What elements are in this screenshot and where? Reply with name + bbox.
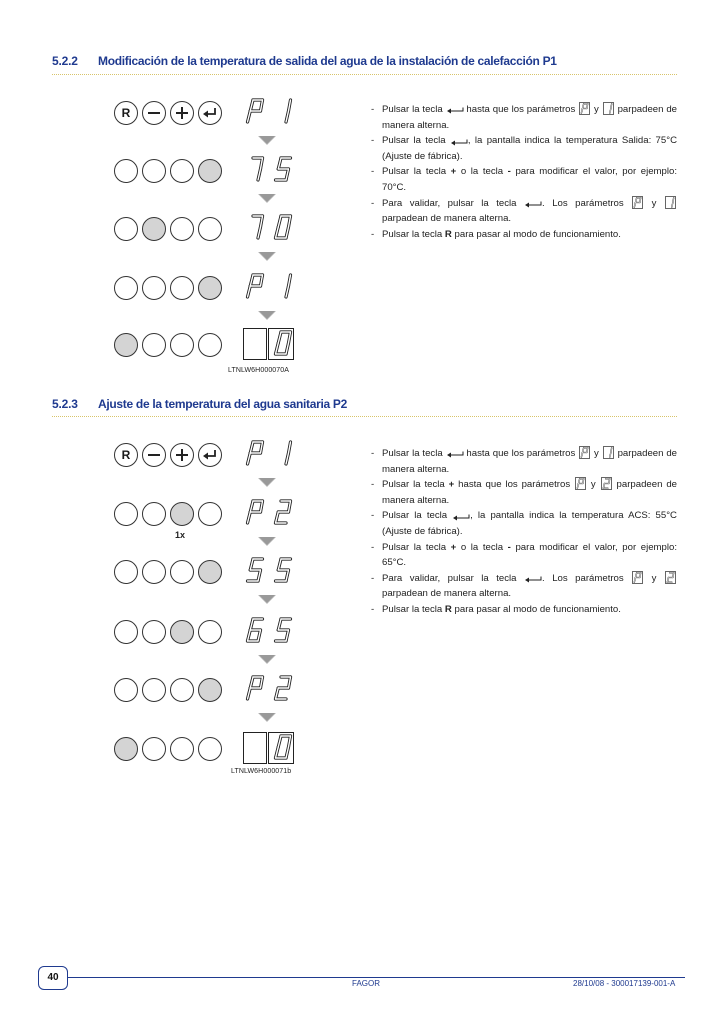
display-digit — [244, 330, 266, 356]
parameter-digit-icon — [665, 571, 676, 584]
footer-brand: FAGOR — [352, 979, 381, 988]
display-digit — [244, 440, 266, 466]
step-text: hasta que los parámetros — [454, 479, 575, 491]
key-indicator — [198, 159, 222, 183]
key-indicator — [142, 502, 166, 526]
key-indicator — [114, 217, 138, 241]
footer-doc-ref: 28/10/08 - 300017139-001-A — [573, 979, 676, 988]
enter-key-icon — [446, 451, 464, 459]
instruction-step — [371, 540, 677, 571]
button-label: R — [121, 448, 131, 462]
step-text: y — [644, 572, 664, 584]
parameter-digit-icon — [579, 446, 590, 459]
key-name: - — [507, 166, 511, 178]
enter-key-icon — [524, 576, 542, 584]
key-indicator — [170, 276, 194, 300]
display-digit — [272, 273, 294, 299]
step-arrow-icon — [258, 194, 276, 203]
step-text: y — [591, 104, 602, 115]
step-text: y — [644, 197, 664, 209]
display-digit — [272, 675, 294, 701]
key-indicator — [198, 333, 222, 357]
step-arrow-icon — [258, 311, 276, 320]
step-arrow-icon — [258, 537, 276, 546]
minus-icon — [143, 102, 165, 124]
step-text: Pulsar la tecla — [382, 448, 446, 459]
parameter-digit-icon — [579, 102, 590, 115]
display-digit — [244, 557, 266, 583]
key-indicator — [170, 502, 194, 526]
display-digit — [272, 214, 294, 240]
enter-key-icon — [452, 514, 470, 522]
key-indicator — [198, 276, 222, 300]
key-indicator — [170, 159, 194, 183]
step-text: Pulsar la tecla — [382, 166, 451, 178]
key-indicator — [170, 333, 194, 357]
parameter-digit-icon — [632, 571, 643, 584]
key-name: R — [444, 603, 452, 615]
key-indicator — [198, 620, 222, 644]
step-text: Pulsar la tecla — [382, 541, 451, 553]
key-indicator — [198, 217, 222, 241]
display-digit — [272, 156, 294, 182]
display-digit — [272, 734, 294, 760]
key-indicator — [114, 560, 138, 584]
press-count-label: 1x — [175, 530, 186, 540]
step-text: parpadean de manera alterna. — [382, 213, 512, 225]
key-indicator — [170, 620, 194, 644]
key-indicator — [170, 217, 194, 241]
plus-icon — [171, 444, 193, 466]
step-text: Pulsar la tecla — [382, 603, 445, 615]
section-title: Modificación de la temperatura de salida del agua de la instalación de calefacción P1 — [98, 54, 557, 68]
key-indicator — [198, 678, 222, 702]
key-indicator — [198, 502, 222, 526]
step-text: Pulsar la tecla — [382, 228, 445, 240]
step-text: para modificar el valor, por ejemplo: 70°C. — [382, 166, 678, 193]
step-text: parpadeen de manera alterna. — [382, 479, 677, 506]
key-indicator — [114, 737, 138, 761]
key-indicator — [142, 678, 166, 702]
section-title: Ajuste de la temperatura del agua sanitaria P2 — [98, 397, 347, 411]
enter-key-icon — [199, 102, 221, 124]
key-indicator — [142, 159, 166, 183]
step-text: Pulsar la tecla — [382, 510, 453, 522]
button-label: R — [121, 106, 131, 120]
enter-button[interactable] — [198, 101, 222, 125]
key-indicator — [114, 620, 138, 644]
display-digit — [244, 675, 266, 701]
instruction-list — [371, 102, 677, 242]
reset-button[interactable] — [114, 101, 138, 125]
section-rule — [52, 416, 677, 417]
instruction-step — [371, 508, 677, 539]
step-text: . Los parámetros — [542, 572, 632, 584]
instruction-step — [371, 164, 677, 195]
figure-code: LTNLW6H000070A — [228, 367, 290, 374]
key-indicator — [170, 678, 194, 702]
parameter-digit-icon — [603, 446, 614, 459]
section-number: 5.2.2 — [52, 54, 78, 68]
step-text: Pulsar la tecla — [382, 135, 450, 147]
step-text: o la tecla — [456, 166, 508, 178]
step-text: . Los parámetros — [542, 197, 632, 209]
parameter-digit-icon — [632, 196, 643, 209]
key-indicator — [142, 276, 166, 300]
instruction-step — [371, 102, 677, 133]
display-digit — [244, 734, 266, 760]
key-indicator — [198, 560, 222, 584]
display-digit — [244, 214, 266, 240]
step-arrow-icon — [258, 595, 276, 604]
key-name: - — [507, 541, 511, 553]
display-digit — [244, 273, 266, 299]
footer-rule — [40, 977, 685, 978]
parameter-digit-icon — [601, 477, 612, 490]
page-number: 40 — [38, 966, 68, 990]
display-digit — [272, 330, 294, 356]
step-text: parpadean de manera alterna. — [382, 588, 512, 600]
key-name: + — [450, 166, 457, 178]
display-digit — [244, 617, 266, 643]
parameter-digit-icon — [575, 477, 586, 490]
display-digit — [244, 156, 266, 182]
step-text: hasta que los parámetros — [463, 448, 579, 459]
enter-key-icon — [524, 201, 542, 209]
key-indicator — [114, 333, 138, 357]
display-digit — [244, 499, 266, 525]
key-indicator — [198, 737, 222, 761]
step-arrow-icon — [258, 478, 276, 487]
minus-button[interactable] — [142, 101, 166, 125]
key-indicator — [114, 678, 138, 702]
step-text: para pasar al modo de funcionamiento. — [451, 603, 621, 615]
step-arrow-icon — [258, 136, 276, 145]
step-text: y — [591, 448, 602, 459]
key-indicator — [142, 560, 166, 584]
instruction-step — [371, 477, 677, 508]
step-text: parpadeen de manera alterna. — [382, 104, 678, 131]
step-text: hasta que los parámetros — [463, 104, 579, 115]
instruction-step — [371, 446, 677, 477]
key-indicator — [170, 560, 194, 584]
step-text: para modificar el valor, por ejemplo: 65°C. — [382, 541, 678, 569]
key-indicator — [142, 333, 166, 357]
minus-button[interactable] — [142, 443, 166, 467]
minus-icon — [143, 444, 165, 466]
step-text: o la tecla — [456, 541, 508, 553]
figure-code: LTNLW6H000071b — [231, 768, 292, 775]
key-indicator — [142, 737, 166, 761]
step-text: Para validar, pulsar la tecla — [382, 197, 525, 209]
step-text: parpadeen de manera alterna. — [382, 448, 678, 475]
plus-button[interactable] — [170, 443, 194, 467]
step-text: y — [587, 479, 600, 491]
key-indicator — [114, 276, 138, 300]
step-text: Pulsar la tecla — [382, 479, 449, 491]
display-digit — [272, 440, 294, 466]
parameter-digit-icon — [665, 196, 676, 209]
key-indicator — [142, 217, 166, 241]
step-text: Pulsar la tecla — [382, 104, 446, 115]
step-text: , la pantalla indica la temperatura Salida: 75°C (Ajuste de fábrica). — [382, 135, 677, 162]
display-digit — [244, 98, 266, 124]
instruction-list — [371, 446, 677, 618]
step-text: , la pantalla indica la temperatura ACS: 55°C (Ajuste de fábrica). — [382, 510, 677, 537]
key-name: R — [444, 228, 452, 240]
key-name: + — [450, 541, 457, 553]
key-name: + — [448, 479, 455, 491]
enter-key-icon — [446, 107, 464, 115]
step-text: para pasar al modo de funcionamiento. — [451, 228, 621, 240]
instruction-step — [371, 196, 677, 227]
reset-button[interactable] — [114, 443, 138, 467]
step-text: Para validar, pulsar la tecla — [382, 572, 525, 584]
enter-key-icon — [450, 139, 468, 147]
step-arrow-icon — [258, 655, 276, 664]
instruction-step — [371, 133, 677, 164]
display-digit — [272, 557, 294, 583]
step-arrow-icon — [258, 252, 276, 261]
instruction-step — [371, 571, 677, 602]
instruction-step — [371, 227, 677, 243]
instruction-step — [371, 602, 677, 618]
plus-button[interactable] — [170, 101, 194, 125]
step-arrow-icon — [258, 713, 276, 722]
key-indicator — [114, 502, 138, 526]
enter-button[interactable] — [198, 443, 222, 467]
section-number: 5.2.3 — [52, 397, 78, 411]
parameter-digit-icon — [603, 102, 614, 115]
key-indicator — [170, 737, 194, 761]
enter-key-icon — [199, 444, 221, 466]
display-digit — [272, 98, 294, 124]
key-indicator — [114, 159, 138, 183]
display-digit — [272, 499, 294, 525]
display-digit — [272, 617, 294, 643]
section-rule — [52, 74, 677, 75]
key-indicator — [142, 620, 166, 644]
plus-icon — [171, 102, 193, 124]
